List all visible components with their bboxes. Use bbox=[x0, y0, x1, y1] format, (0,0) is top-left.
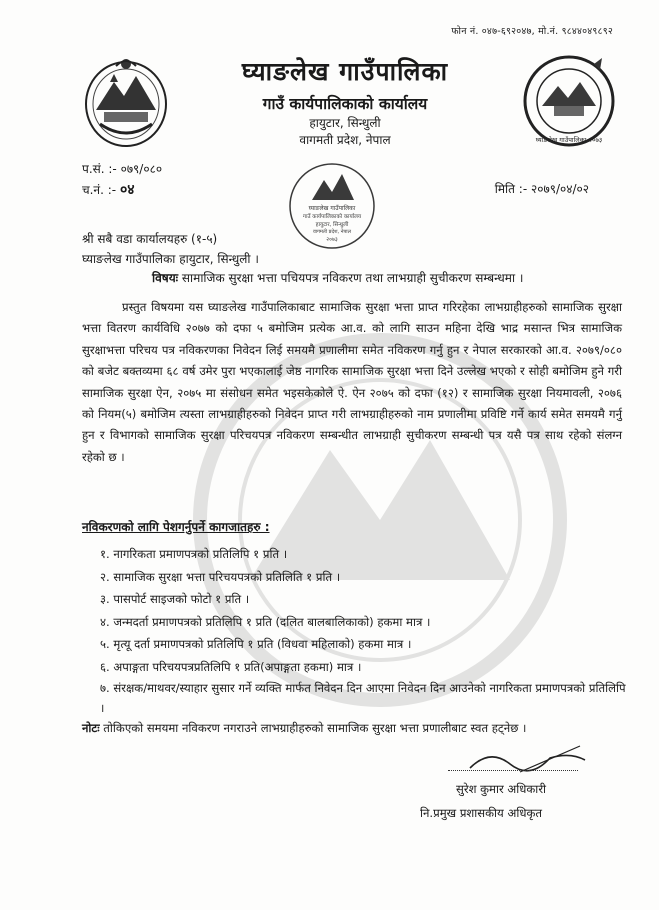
municipality-logo bbox=[520, 52, 618, 150]
cn-value: ०४ bbox=[119, 182, 135, 198]
requirements-list bbox=[100, 543, 630, 718]
body-paragraph: प्रस्तुत विषयमा यस घ्याङलेख गाउँपालिकाबाट सामाजिक सुरक्षा भत्ता प्राप्त गरिरहेका लाभग्राहीहरुको सामाजिक सुरक्षा भत्ता वितरण कार्यविधि २०७७ को दफा ५ बमोजिम प्रत्येक आ.व. को लागि साउन महिना देखि भाद्र मसान्त भित्र सामाजिक सुरक्षाभत्ता परिचय पत्र नविकरणका निवेदन लिई समयमै प्रणालीमा समेत नविकरण गर्नु हुन र नेपाल सरकारको आ.व. २०७९/०८० को बजेट बक्तव्यमा ६८ वर्ष उमेर पुरा भएकालाई जेष्ठ नागरिक सामाजिक सुरक्षा भत्ता दिने उल्लेख भएको र सोही बमोजिम हुने गरी सामाजिक सुरक्षा ऐन, २०७५ मा संसोधन समेत भइसकेकोले ऐ. ऐन २०७५ को दफा (१२) र सामाजिक सुरक्षा नियमावली, २०७६ को नियम(५) बमोजिम त्यस्ता लाभग्राहीहरुको निवेदन प्राप्त गरी लाभग्राहीहरुको नाम प्रणालीमा प्रविष्टि गर्ने कार्य समेत समयमै गर्नु हुन र विभागको सामाजिक सुरक्षा परिचयपत्र नविकरण सम्बन्धीत लाभग्राही सुचीकरण सम्बन्धी पत्र यसै पत्र साथ रहेको संलग्न रहेको छ । bbox=[82, 300, 622, 464]
subject-line bbox=[152, 269, 523, 286]
address-line-1: हायुटार, सिन्धुली bbox=[309, 116, 381, 130]
recipient-line-1: श्री सबै वडा कार्यालयहरु (१-५) bbox=[82, 232, 218, 246]
signatory-title: नि.प्रमुख प्रशासकीय अधिकृत bbox=[420, 806, 542, 820]
ps-label: प.सं. :- bbox=[82, 162, 117, 176]
cn-label: च.नं. :- bbox=[82, 183, 117, 197]
letter-date bbox=[495, 180, 589, 197]
logo-caption: घ्याङलेख गाउँपालिका-२०७३ bbox=[535, 136, 603, 144]
list-item: ६. अपाङ्गता परिचयपत्रप्रतिलिपि १ प्रति(अपाङ्गता हकमा) मात्र । bbox=[100, 659, 362, 674]
note-label: नोटः bbox=[82, 721, 100, 735]
stamp-year: २०७३ bbox=[326, 237, 338, 243]
phone-line: फोन नं. ०४७-६९२०४७, मो.नं. ९८४४०४९८९२ bbox=[451, 26, 613, 37]
list-item: १. नागरिकता प्रमाणपत्रको प्रतिलिपि १ प्रति । bbox=[100, 547, 288, 561]
cn-number bbox=[82, 180, 135, 199]
recipient-line-2: घ्याङलेख गाउँपालिका हायुटार, सिन्धुली । bbox=[82, 252, 259, 266]
address-line-2: वागमती प्रदेश, नेपाल bbox=[299, 133, 391, 147]
note-text: तोकिएको समयमा नविकरण नगराउने लाभग्राहीहरुको सामाजिक सुरक्षा भत्ता प्रणालीबाट स्वत हट्नेछ । bbox=[99, 721, 527, 735]
stamp-line-3: हायुटार, सिन्धुली bbox=[315, 222, 349, 228]
list-item: २. सामाजिक सुरक्षा भत्ता परिचयपत्रको प्रतिलिति १ प्रति । bbox=[100, 569, 341, 584]
list-item: ४. जन्मदर्ता प्रमाणपत्रको प्रतिलिपि १ प्रति (दलित बालबालिकाको) हकमा मात्र । bbox=[100, 614, 431, 629]
ps-number bbox=[82, 160, 162, 177]
office-subtitle: गाउँ कार्यपालिकाको कार्यालय bbox=[262, 95, 428, 113]
org-title: घ्याङलेख गाउँपालिका bbox=[241, 57, 449, 86]
office-stamp bbox=[286, 160, 378, 252]
nepal-emblem-icon bbox=[80, 52, 172, 150]
stamp-line-4: वागमती प्रदेश, नेपाल bbox=[313, 229, 351, 235]
list-item: ३. पासपोर्ट साइजको फोटो १ प्रति । bbox=[100, 592, 250, 606]
stamp-line-2: गाउँ कार्यपालिकाको कार्यालय bbox=[302, 214, 362, 220]
subject-label: विषयः bbox=[152, 271, 179, 285]
subject-text: सामाजिक सुरक्षा भत्ता पचियपत्र नविकरण तथा लाभग्राही सुचीकरण सम्बन्धमा । bbox=[178, 271, 524, 285]
date-value: २०७९/०४/०२ bbox=[530, 182, 589, 196]
date-label: मिति :- bbox=[494, 182, 528, 196]
signature-line bbox=[448, 770, 578, 771]
signature-scribble-icon bbox=[460, 738, 590, 778]
requirements-heading: नविकरणको लागि पेशगर्नुपर्ने कागजातहरु : bbox=[82, 520, 270, 534]
list-item: ७. संरक्षक/माथवर/स्याहार सुसार गर्ने व्यक्ति मार्फत निवेदन दिन आएमा निवेदन दिन आउनेको नागरिकता प्रमाणपत्रको प्रतिलिपि । bbox=[100, 681, 626, 715]
list-item: ५. मृत्यू दर्ता प्रमाणपत्रको प्रतिलिपि १ प्रति (विधवा महिलाको) हकमा मात्र । bbox=[100, 637, 412, 651]
ps-value: ०७९/०८० bbox=[120, 162, 163, 176]
stamp-line-1: घ्याङलेख गाउँपालिका bbox=[308, 205, 356, 212]
signatory-name: सुरेश कुमार अधिकारी bbox=[456, 782, 547, 796]
note bbox=[82, 718, 622, 739]
